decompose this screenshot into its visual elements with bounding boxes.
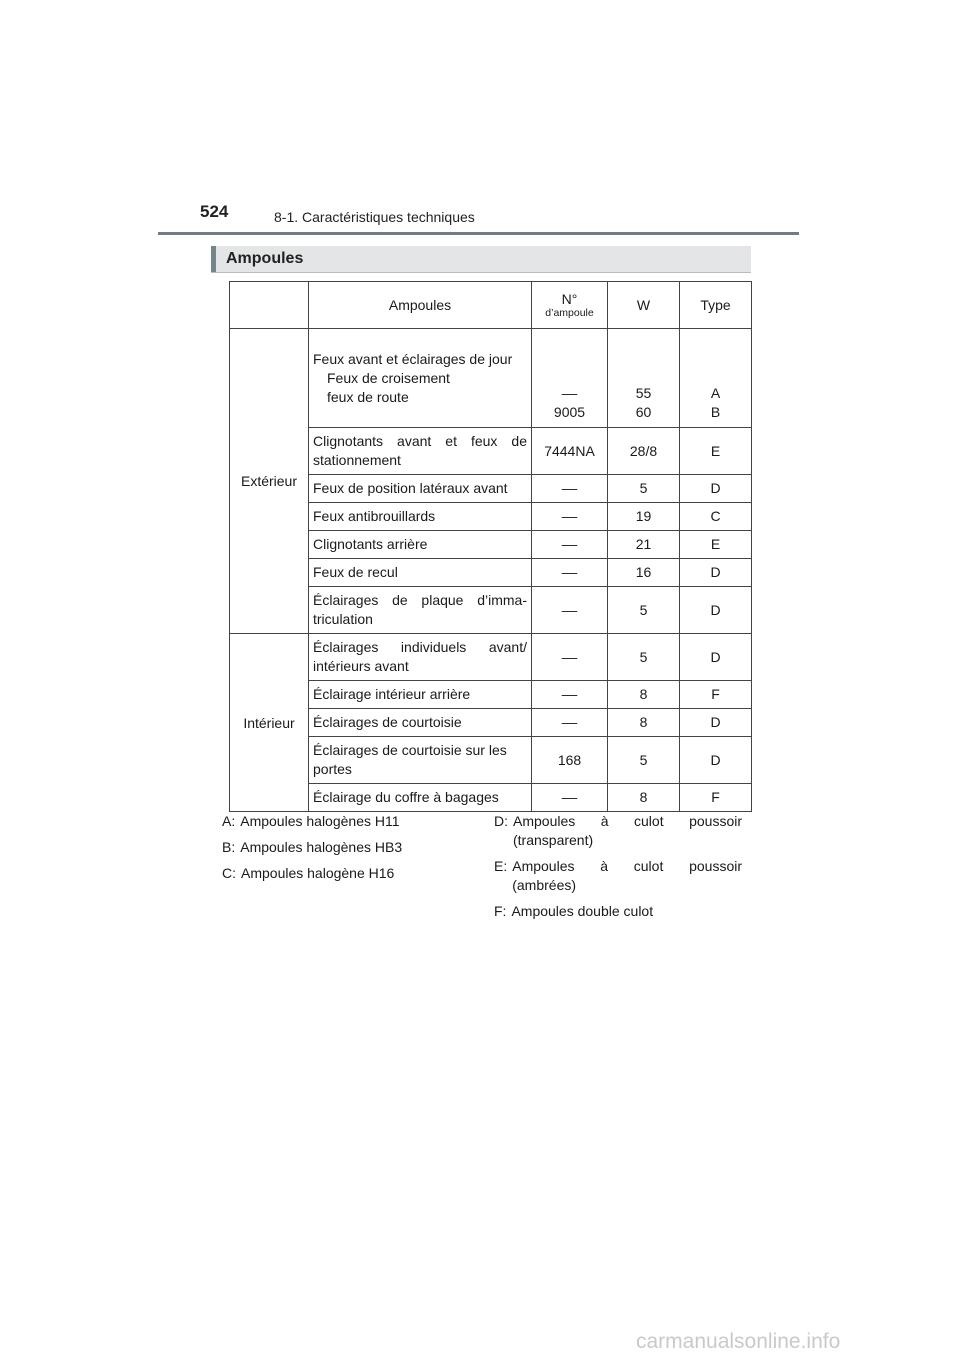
row-bulb-number: –– <box>532 681 608 709</box>
row-desc: Éclairages de plaque d’imma-triculation <box>309 587 532 634</box>
banner-title: Ampoules <box>226 250 304 267</box>
table-row <box>230 681 752 709</box>
note-key: E: <box>494 858 508 874</box>
row-desc: Clignotants arrière <box>309 531 532 559</box>
row-watts: 28/8 <box>608 428 680 475</box>
watermark: carmanualsonline.info <box>636 1330 841 1353</box>
row-desc: Feux de position latéraux avant <box>309 475 532 503</box>
row-desc-sub-croisement: Feux de croisement <box>327 369 450 386</box>
row-type: C <box>680 503 752 531</box>
row-type-1: A <box>710 385 721 401</box>
row-desc <box>309 329 532 428</box>
row-desc-sub-route: feux de route <box>327 388 409 405</box>
header-watts: W <box>608 282 680 329</box>
note-c <box>222 864 457 883</box>
group-exterieur: Extérieur <box>230 329 309 634</box>
note-text: Ampoules halogène H16 <box>241 865 395 881</box>
section-banner <box>211 246 751 273</box>
note-text: Ampoules à culot poussoir (ambrées) <box>512 858 742 893</box>
table-row <box>230 737 752 784</box>
row-bulb-number: –– <box>532 784 608 812</box>
note-text: Ampoules double culot <box>511 903 654 919</box>
table-row <box>230 587 752 634</box>
table-row <box>230 329 752 428</box>
table-row <box>230 784 752 812</box>
row-watts-2: 60 <box>635 404 652 420</box>
note-key: D: <box>494 813 508 829</box>
table-row <box>230 503 752 531</box>
row-bulb-number-2: 9005 <box>553 404 586 420</box>
group-interieur: Intérieur <box>230 634 309 812</box>
note-d <box>494 812 742 850</box>
note-key: A: <box>222 813 236 829</box>
header-bulb-number <box>532 282 608 329</box>
row-desc: Éclairages de courtoisie sur les portes <box>309 737 532 784</box>
row-bulb-number: 168 <box>532 737 608 784</box>
section-title: 8-1. Caractéristiques techniques <box>274 209 475 225</box>
row-watts <box>608 329 680 428</box>
header-empty-cell <box>230 282 309 329</box>
page-number: 524 <box>200 202 229 221</box>
row-type: D <box>680 475 752 503</box>
row-bulb-number: 7444NA <box>532 428 608 475</box>
note-e <box>494 857 742 895</box>
row-type: F <box>680 681 752 709</box>
row-desc: Éclairage intérieur arrière <box>309 681 532 709</box>
row-watts: 5 <box>608 587 680 634</box>
table-row <box>230 559 752 587</box>
row-bulb-number <box>532 329 608 428</box>
note-key: C: <box>222 865 236 881</box>
row-type: D <box>680 559 752 587</box>
table-row <box>230 634 752 681</box>
table-row <box>230 475 752 503</box>
row-watts: 16 <box>608 559 680 587</box>
table-row <box>230 428 752 475</box>
row-type: F <box>680 784 752 812</box>
header-type: Type <box>680 282 752 329</box>
row-desc-main: Feux avant et éclairages de jour <box>313 350 513 367</box>
table-header-row <box>230 282 752 329</box>
row-desc: Feux antibrouillards <box>309 503 532 531</box>
row-type: D <box>680 587 752 634</box>
header-ampoules: Ampoules <box>309 282 532 329</box>
row-watts: 19 <box>608 503 680 531</box>
note-key: F: <box>494 903 507 919</box>
row-type: D <box>680 709 752 737</box>
bulbs-table <box>229 281 752 812</box>
row-desc: Clignotants avant et feux de stationnement <box>309 428 532 475</box>
row-desc: Éclairage du coffre à bagages <box>309 784 532 812</box>
note-b <box>222 838 457 857</box>
row-bulb-number: –– <box>532 531 608 559</box>
notes-right <box>494 812 742 928</box>
row-bulb-number-1: –– <box>561 385 578 401</box>
row-watts-1: 55 <box>635 385 652 401</box>
row-type: E <box>680 531 752 559</box>
note-text: Ampoules halogènes H11 <box>240 813 400 829</box>
row-bulb-number: –– <box>532 475 608 503</box>
row-bulb-number: –– <box>532 587 608 634</box>
row-watts: 21 <box>608 531 680 559</box>
banner-accent-bar <box>211 246 216 272</box>
note-text: Ampoules halogènes HB3 <box>240 839 403 855</box>
row-watts: 8 <box>608 681 680 709</box>
row-bulb-number: –– <box>532 503 608 531</box>
row-type: E <box>680 428 752 475</box>
row-watts: 8 <box>608 784 680 812</box>
row-type: D <box>680 634 752 681</box>
table-row <box>230 709 752 737</box>
row-desc: Éclairages de courtoisie <box>309 709 532 737</box>
row-watts: 8 <box>608 709 680 737</box>
note-text: Ampoules à culot poussoir (transparent) <box>513 813 742 848</box>
row-bulb-number: –– <box>532 634 608 681</box>
row-desc: Feux de recul <box>309 559 532 587</box>
note-f <box>494 902 742 921</box>
notes-left <box>222 812 457 890</box>
row-type-2: B <box>710 404 721 420</box>
row-desc: Éclairages individuels avant/ intérieurs avant <box>309 634 532 681</box>
note-key: B: <box>222 839 236 855</box>
row-watts: 5 <box>608 634 680 681</box>
table-row <box>230 531 752 559</box>
row-watts: 5 <box>608 475 680 503</box>
row-type <box>680 329 752 428</box>
row-watts: 5 <box>608 737 680 784</box>
header-bulb-number-line1: N° <box>561 291 578 307</box>
header-rule <box>158 232 799 235</box>
row-bulb-number: –– <box>532 559 608 587</box>
note-a <box>222 812 457 831</box>
header-bulb-number-line2: d’ampoule <box>545 307 594 319</box>
row-type: D <box>680 737 752 784</box>
row-bulb-number: –– <box>532 709 608 737</box>
